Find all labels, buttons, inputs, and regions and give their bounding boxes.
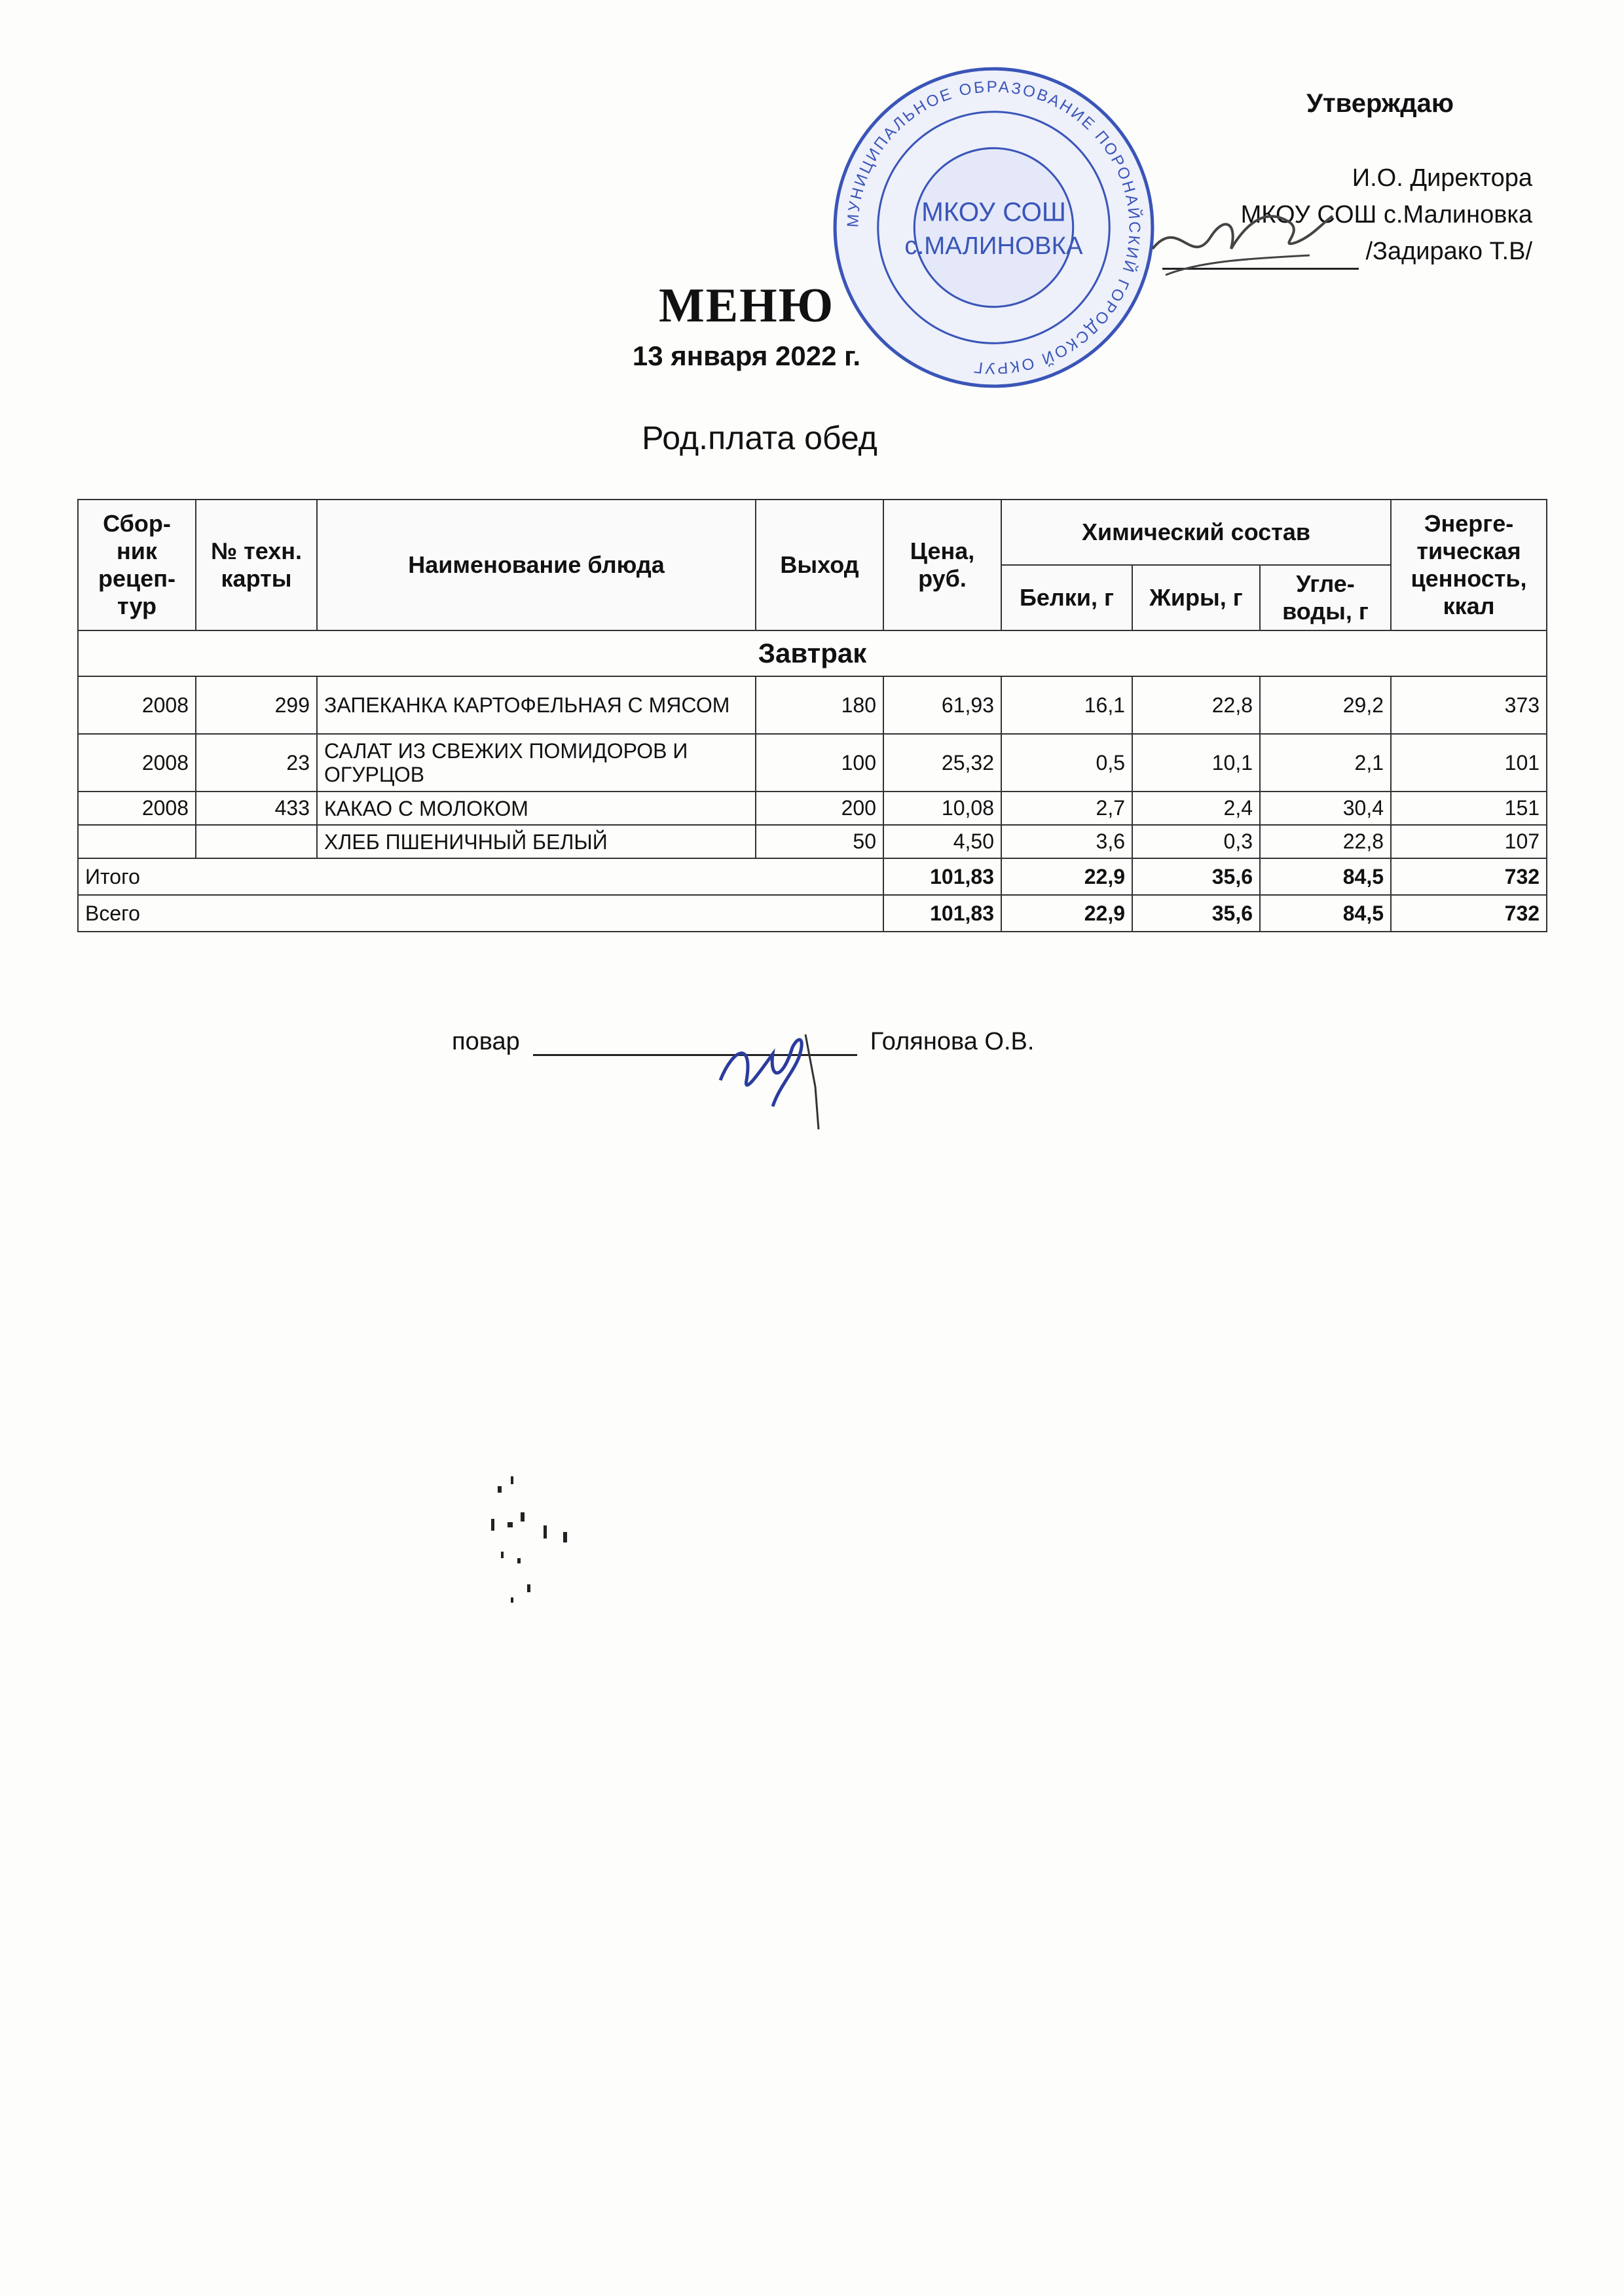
approval-org: МКОУ СОШ с.Малиновка [1240,201,1532,228]
director-signature [1139,177,1336,288]
header-output: Выход [756,500,883,630]
stamp-ring-text: МУНИЦИПАЛЬНОЕ ОБРАЗОВАНИЕ ПОРОНАЙСКИЙ ГОРОДСКОЙ ОКРУГ [844,78,1143,377]
cell-price: 25,32 [883,734,1001,792]
menu-table [77,499,1547,932]
cook-signature [701,1008,838,1133]
grand-total-carbs: 84,5 [1260,895,1391,932]
table-row [78,676,1547,734]
cell-dish: КАКАО С МОЛОКОМ [317,792,756,825]
cell-fat: 2,4 [1132,792,1260,825]
cell-card: 299 [196,676,317,734]
cell-energy: 101 [1391,734,1547,792]
cell-price: 10,08 [883,792,1001,825]
cell-price: 4,50 [883,825,1001,858]
total-fat: 35,6 [1132,858,1260,895]
cell-dish: ЗАПЕКАНКА КАРТОФЕЛЬНАЯ С МЯСОМ [317,676,756,734]
table-row [78,734,1547,792]
header-protein: Белки, г [1001,565,1132,630]
grand-total-protein: 22,9 [1001,895,1132,932]
approval-name: /Задирако Т.В/ [1365,238,1532,265]
grand-total-row [78,895,1547,932]
cell-protein: 16,1 [1001,676,1132,734]
total-row [78,858,1547,895]
cell-protein: 3,6 [1001,825,1132,858]
cell-fat: 10,1 [1132,734,1260,792]
table-row [78,825,1547,858]
cell-collection: 2008 [78,792,196,825]
header-price: Цена, руб. [883,500,1001,630]
grand-total-energy: 732 [1391,895,1547,932]
header-carbs: Угле-воды, г [1260,565,1391,630]
total-label: Итого [78,858,883,895]
cell-output: 200 [756,792,883,825]
section-breakfast: Завтрак [78,630,1547,676]
cell-protein: 2,7 [1001,792,1132,825]
table-row [78,792,1547,825]
approval-position: И.О. Директора [1352,164,1532,192]
stamp-line-1: МКОУ СОШ [921,196,1066,227]
cell-collection: 2008 [78,676,196,734]
cell-carbs: 22,8 [1260,825,1391,858]
cell-energy: 373 [1391,676,1547,734]
stamp-line-2: с.МАЛИНОВКА [904,231,1083,260]
header-dish: Наименование блюда [317,500,756,630]
cell-fat: 22,8 [1132,676,1260,734]
cell-fat: 0,3 [1132,825,1260,858]
cell-carbs: 2,1 [1260,734,1391,792]
cell-collection [78,825,196,858]
cell-price: 61,93 [883,676,1001,734]
cell-card: 433 [196,792,317,825]
header-card: № техн. карты [196,500,317,630]
cell-dish: ХЛЕБ ПШЕНИЧНЫЙ БЕЛЫЙ [317,825,756,858]
approval-heading: Утверждаю [1306,89,1454,118]
cell-dish: САЛАТ ИЗ СВЕЖИХ ПОМИДОРОВ И ОГУРЦОВ [317,734,756,792]
cell-carbs: 30,4 [1260,792,1391,825]
cell-card [196,825,317,858]
cell-energy: 107 [1391,825,1547,858]
total-carbs: 84,5 [1260,858,1391,895]
scan-marks [471,1460,589,1617]
total-energy: 732 [1391,858,1547,895]
page-title: МЕНЮ [658,279,835,333]
grand-total-fat: 35,6 [1132,895,1260,932]
cell-output: 100 [756,734,883,792]
total-price: 101,83 [883,858,1001,895]
cook-name: Голянова О.В. [870,1028,1035,1055]
header-energy: Энерге-тическая ценность, ккал [1391,500,1547,630]
cell-output: 50 [756,825,883,858]
menu-date: 13 января 2022 г. [632,340,861,371]
header-chem: Химический состав [1001,500,1391,565]
cell-protein: 0,5 [1001,734,1132,792]
grand-total-price: 101,83 [883,895,1001,932]
cell-carbs: 29,2 [1260,676,1391,734]
cell-output: 180 [756,676,883,734]
menu-subtitle: Род.плата обед [642,420,877,456]
grand-total-label: Всего [78,895,883,932]
cell-energy: 151 [1391,792,1547,825]
cell-card: 23 [196,734,317,792]
header-fat: Жиры, г [1132,565,1260,630]
cook-role: повар [452,1028,520,1055]
cell-collection: 2008 [78,734,196,792]
total-protein: 22,9 [1001,858,1132,895]
header-collection: Сбор-ник рецеп-тур [78,500,196,630]
